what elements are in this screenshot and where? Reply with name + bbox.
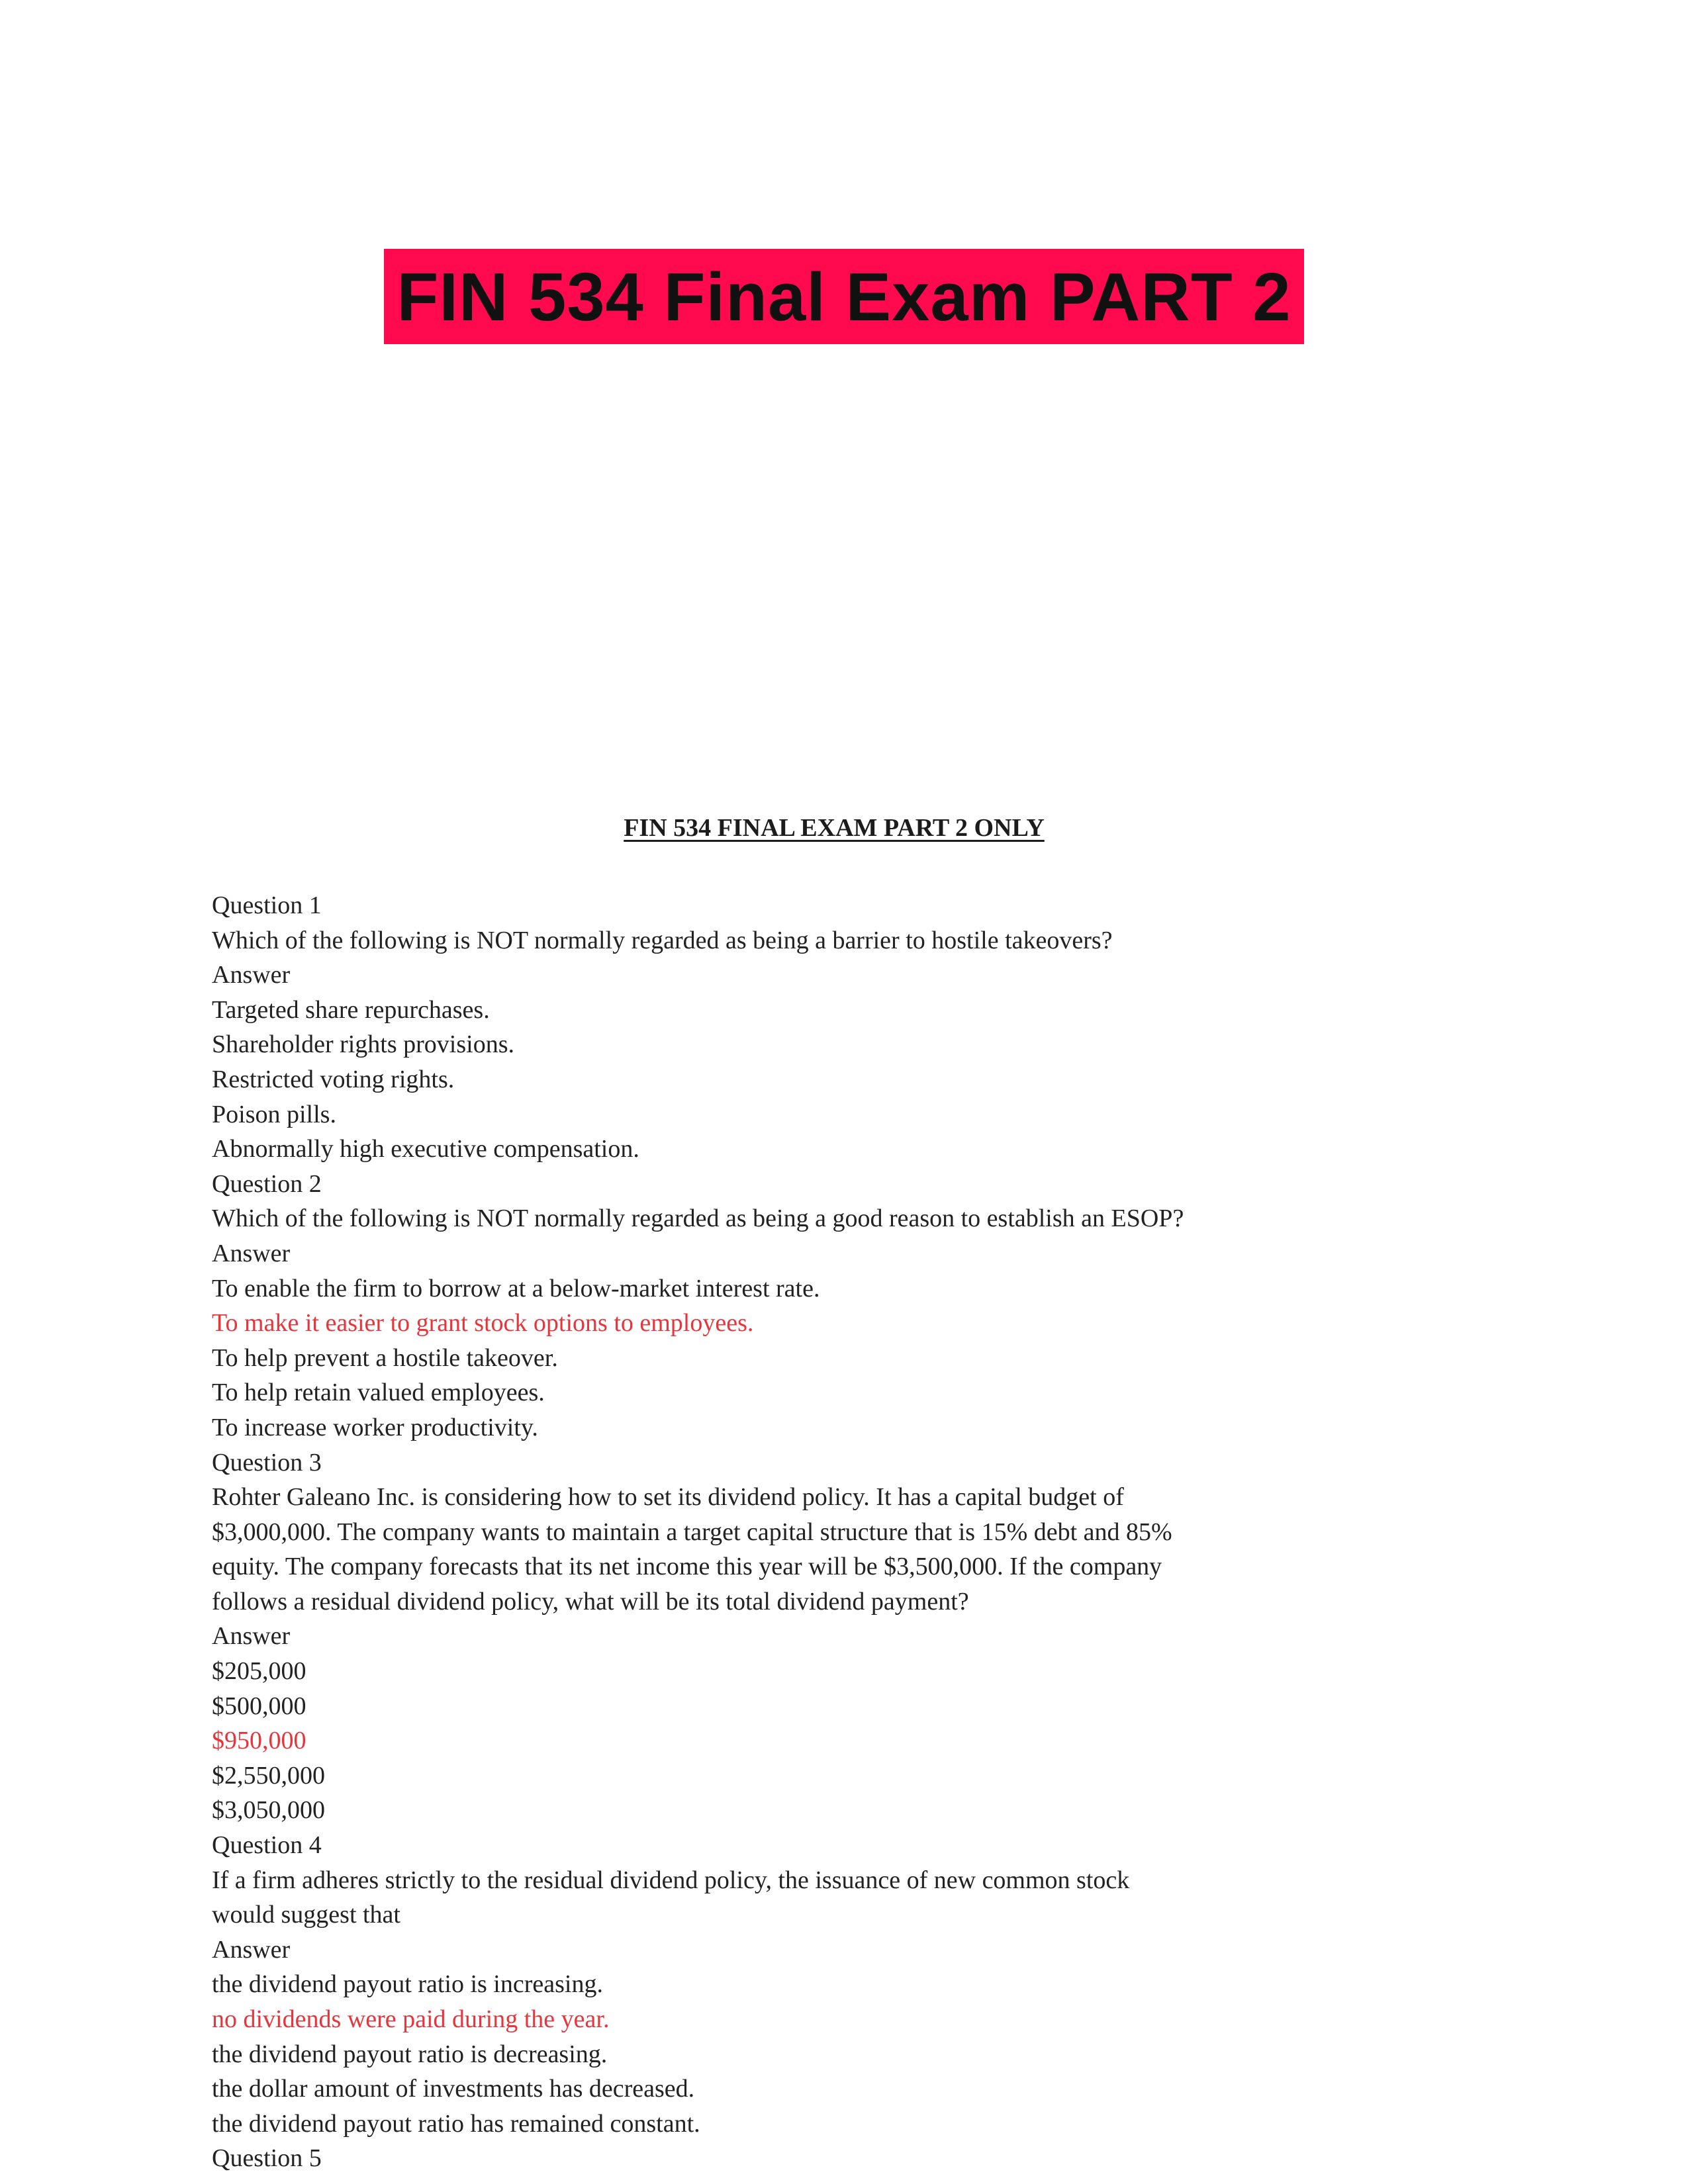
answer-option: Abnormally high executive compensation. xyxy=(212,1135,639,1163)
answer-label: Answer xyxy=(212,961,291,989)
answer-option-highlighted: no dividends were paid during the year. xyxy=(212,2005,610,2033)
question-text: Which of the following is NOT normally regarded as being a good reason to establish an ESOP? xyxy=(212,1205,1184,1233)
document-heading-text: FIN 534 FINAL EXAM PART 2 ONLY xyxy=(624,814,1045,842)
exam-questions xyxy=(212,888,1536,2176)
answer-option: To help retain valued employees. xyxy=(212,1379,545,1407)
answer-option: the dividend payout ratio is increasing. xyxy=(212,1970,603,1999)
question-label: Question 1 xyxy=(212,891,322,919)
question-label: Question 5 xyxy=(212,2144,322,2173)
question-block xyxy=(212,1167,1536,1445)
answer-option: Restricted voting rights. xyxy=(212,1065,455,1093)
answer-option: the dividend payout ratio has remained constant. xyxy=(212,2109,700,2138)
banner-title: FIN 534 Final Exam PART 2 xyxy=(397,258,1291,335)
question-label: Question 3 xyxy=(212,1448,322,1477)
question-block xyxy=(212,2141,1536,2176)
answer-option: To enable the firm to borrow at a below-market interest rate. xyxy=(212,1274,820,1302)
answer-label: Answer xyxy=(212,1622,291,1651)
answer-option: the dividend payout ratio is decreasing. xyxy=(212,2040,608,2068)
question-block xyxy=(212,888,1536,1167)
answer-option: $500,000 xyxy=(212,1692,306,1720)
title-banner xyxy=(384,249,1304,344)
question-block xyxy=(212,1445,1536,1829)
answer-option: Targeted share repurchases. xyxy=(212,995,490,1024)
answer-option: $2,550,000 xyxy=(212,1761,325,1790)
answer-option: To help prevent a hostile takeover. xyxy=(212,1343,558,1372)
answer-option: $205,000 xyxy=(212,1657,306,1686)
answer-option: To increase worker productivity. xyxy=(212,1413,538,1441)
answer-option: Poison pills. xyxy=(212,1100,336,1128)
answer-label: Answer xyxy=(212,1935,291,1964)
answer-option-highlighted: $950,000 xyxy=(212,1727,306,1755)
document-heading xyxy=(0,815,1668,841)
question-label: Question 4 xyxy=(212,1831,322,1860)
question-text: equity. The company forecasts that its net income this year will be $3,500,000. If the company xyxy=(212,1553,1162,1581)
question-block xyxy=(212,1828,1536,2141)
answer-option: $3,050,000 xyxy=(212,1796,325,1825)
answer-option: the dollar amount of investments has decreased. xyxy=(212,2075,695,2103)
answer-option: Shareholder rights provisions. xyxy=(212,1030,515,1059)
answer-label: Answer xyxy=(212,1239,291,1267)
question-text: would suggest that xyxy=(212,1901,400,1929)
question-text: $3,000,000. The company wants to maintain a target capital structure that is 15% debt and 85% xyxy=(212,1518,1172,1546)
question-text: Rohter Galeano Inc. is considering how to set its dividend policy. It has a capital budget of xyxy=(212,1483,1124,1512)
question-text: If a firm adheres strictly to the residual dividend policy, the issuance of new common stock xyxy=(212,1866,1130,1894)
answer-option-highlighted: To make it easier to grant stock options to employees. xyxy=(212,1309,754,1338)
question-label: Question 2 xyxy=(212,1169,322,1198)
question-text: Which of the following is NOT normally regarded as being a barrier to hostile takeovers? xyxy=(212,926,1113,954)
question-text: follows a residual dividend policy, what will be its total dividend payment? xyxy=(212,1587,969,1615)
